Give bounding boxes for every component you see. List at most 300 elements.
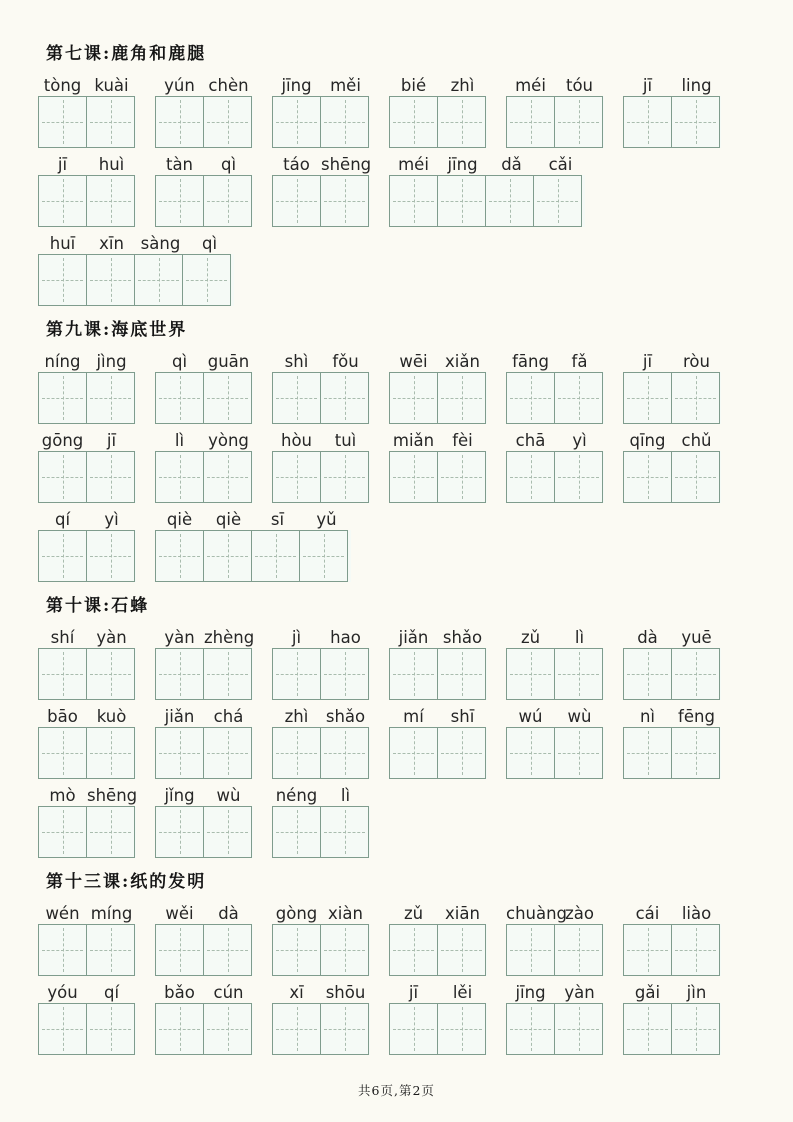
pinyin-row [155, 430, 253, 450]
pinyin-syllable: wù [567, 707, 592, 726]
word-row [38, 509, 793, 582]
pinyin-syllable: qì [201, 234, 218, 253]
writing-cell [623, 924, 672, 976]
writing-cell [623, 1003, 672, 1055]
pinyin-syllable: cún [213, 983, 244, 1002]
writing-cell [320, 96, 369, 148]
pinyin-row [389, 430, 487, 450]
pinyin-syllable: jī [408, 983, 419, 1002]
writing-grid [389, 175, 585, 227]
pinyin-row [623, 430, 721, 450]
writing-cell [86, 175, 135, 227]
pinyin-syllable: qí [103, 983, 120, 1002]
writing-cell [506, 372, 555, 424]
pinyin-syllable: shí [50, 628, 75, 647]
writing-cell [86, 254, 135, 306]
writing-cell [320, 175, 369, 227]
pinyin-syllable: shōu [325, 983, 366, 1002]
pinyin-syllable: měi [330, 76, 361, 95]
pinyin-syllable: nì [639, 707, 656, 726]
word-group [623, 351, 721, 424]
writing-cell [155, 924, 204, 976]
writing-grid [38, 924, 136, 976]
pinyin-syllable: zhèng [204, 628, 255, 647]
writing-cell [38, 648, 87, 700]
sections-container [38, 44, 793, 1055]
writing-cell [203, 1003, 252, 1055]
writing-grid [623, 727, 721, 779]
writing-cell [38, 806, 87, 858]
pinyin-syllable: qí [54, 510, 71, 529]
writing-cell [554, 1003, 603, 1055]
writing-cell [272, 924, 321, 976]
pinyin-row [623, 982, 721, 1002]
writing-cell [182, 254, 231, 306]
writing-cell [86, 372, 135, 424]
word-group [272, 903, 370, 976]
writing-grid [623, 96, 721, 148]
writing-cell [506, 451, 555, 503]
writing-cell [389, 1003, 438, 1055]
writing-cell [437, 372, 486, 424]
pinyin-row [389, 982, 487, 1002]
pinyin-syllable: gòng [275, 904, 318, 923]
pinyin-syllable: yàn [564, 983, 595, 1002]
pinyin-syllable: tóu [565, 76, 594, 95]
word-group [38, 627, 136, 700]
writing-grid [623, 451, 721, 503]
pinyin-syllable: liào [681, 904, 712, 923]
writing-cell [272, 806, 321, 858]
writing-grid [389, 451, 487, 503]
pinyin-row [506, 351, 604, 371]
pinyin-row [38, 982, 136, 1002]
writing-grid [389, 1003, 487, 1055]
writing-cell [203, 96, 252, 148]
writing-cell [155, 648, 204, 700]
writing-grid [272, 372, 370, 424]
writing-cell [134, 254, 183, 306]
pinyin-row [38, 706, 136, 726]
pinyin-syllable: dà [218, 904, 239, 923]
pinyin-row [623, 75, 721, 95]
pinyin-syllable: qì [220, 155, 237, 174]
writing-cell [203, 175, 252, 227]
pinyin-syllable: yuē [681, 628, 712, 647]
writing-cell [554, 727, 603, 779]
writing-cell [272, 1003, 321, 1055]
pinyin-syllable: miǎn [392, 431, 435, 450]
pinyin-syllable: bǎo [164, 983, 195, 1002]
writing-cell [203, 727, 252, 779]
writing-cell [38, 96, 87, 148]
word-group [506, 982, 604, 1055]
writing-cell [671, 727, 720, 779]
pinyin-syllable: yì [572, 431, 587, 450]
pinyin-syllable: fāng [512, 352, 549, 371]
pinyin-syllable: shì [284, 352, 309, 371]
pinyin-syllable: kuài [94, 76, 129, 95]
writing-cell [554, 648, 603, 700]
word-group [623, 627, 721, 700]
pinyin-syllable: xiān [445, 904, 480, 923]
writing-grid [38, 727, 136, 779]
word-row [38, 903, 793, 976]
pinyin-syllable: jīng [281, 76, 312, 95]
writing-cell [86, 648, 135, 700]
pinyin-row [155, 75, 253, 95]
word-group [155, 903, 253, 976]
writing-cell [203, 530, 252, 582]
pinyin-syllable: guān [207, 352, 250, 371]
writing-grid [389, 648, 487, 700]
writing-cell [506, 1003, 555, 1055]
pinyin-syllable: lì [340, 786, 351, 805]
pinyin-syllable: tàn [165, 155, 194, 174]
pinyin-syllable: xīn [99, 234, 124, 253]
pinyin-syllable: fǎ [571, 352, 588, 371]
pinyin-syllable: míng [90, 904, 133, 923]
pinyin-syllable: chèn [208, 76, 249, 95]
writing-cell [671, 924, 720, 976]
writing-grid [155, 924, 253, 976]
word-group [38, 351, 136, 424]
writing-cell [671, 451, 720, 503]
pinyin-row [272, 903, 370, 923]
pinyin-syllable: wén [45, 904, 80, 923]
pinyin-syllable: tòng [43, 76, 82, 95]
writing-cell [485, 175, 534, 227]
pinyin-syllable: hòu [280, 431, 312, 450]
word-group [506, 706, 604, 779]
pinyin-row [155, 627, 253, 647]
writing-grid [272, 727, 370, 779]
word-row [38, 785, 793, 858]
pinyin-syllable: jìn [686, 983, 707, 1002]
word-group [389, 430, 487, 503]
writing-cell [272, 727, 321, 779]
word-group [38, 785, 136, 858]
pinyin-syllable: zào [565, 904, 594, 923]
pinyin-syllable: lěi [452, 983, 473, 1002]
pinyin-syllable: lì [574, 628, 585, 647]
writing-cell [203, 372, 252, 424]
word-row [38, 982, 793, 1055]
writing-grid [506, 727, 604, 779]
pinyin-row [506, 982, 604, 1002]
pinyin-syllable: ròu [683, 352, 710, 371]
pinyin-row [272, 430, 370, 450]
writing-cell [437, 924, 486, 976]
writing-cell [554, 96, 603, 148]
pinyin-syllable: wú [518, 707, 543, 726]
pinyin-syllable: sàng [140, 234, 181, 253]
writing-cell [155, 96, 204, 148]
writing-cell [623, 372, 672, 424]
writing-grid [506, 1003, 604, 1055]
pinyin-syllable: xī [289, 983, 304, 1002]
word-group [38, 154, 136, 227]
pinyin-syllable: mò [49, 786, 76, 805]
word-group [272, 982, 370, 1055]
writing-cell [389, 451, 438, 503]
pinyin-row [155, 154, 253, 174]
writing-grid [272, 175, 370, 227]
word-group [389, 75, 487, 148]
writing-cell [389, 175, 438, 227]
lesson-section [38, 320, 793, 582]
pinyin-row [389, 706, 487, 726]
word-group [272, 351, 370, 424]
word-row [38, 706, 793, 779]
writing-cell [389, 372, 438, 424]
pinyin-syllable: jì [291, 628, 302, 647]
writing-grid [272, 806, 370, 858]
writing-cell [389, 648, 438, 700]
word-group [155, 706, 253, 779]
pinyin-syllable: chǔ [681, 431, 712, 450]
pinyin-syllable: jī [642, 76, 653, 95]
word-group [38, 233, 234, 306]
writing-grid [155, 806, 253, 858]
writing-grid [389, 924, 487, 976]
pinyin-syllable: hao [330, 628, 361, 647]
pinyin-row [38, 75, 136, 95]
pinyin-row [389, 627, 487, 647]
pinyin-syllable: méi [398, 155, 429, 174]
pinyin-syllable: zhì [284, 707, 309, 726]
pinyin-syllable: wēi [399, 352, 428, 371]
word-group [389, 154, 585, 227]
writing-cell [320, 372, 369, 424]
writing-cell [437, 96, 486, 148]
writing-grid [272, 451, 370, 503]
writing-grid [155, 372, 253, 424]
word-group [38, 430, 136, 503]
pinyin-row [389, 351, 487, 371]
writing-grid [623, 924, 721, 976]
word-group [272, 785, 370, 858]
writing-grid [155, 648, 253, 700]
writing-cell [38, 924, 87, 976]
writing-grid [272, 96, 370, 148]
pinyin-syllable: wěi [165, 904, 194, 923]
pinyin-row [38, 627, 136, 647]
pinyin-syllable: wù [216, 786, 241, 805]
writing-cell [671, 1003, 720, 1055]
pinyin-syllable: dà [637, 628, 658, 647]
pinyin-syllable: qiè [166, 510, 193, 529]
word-group [506, 903, 604, 976]
writing-grid [506, 96, 604, 148]
word-group [155, 982, 253, 1055]
pinyin-syllable: bāo [47, 707, 78, 726]
writing-grid [155, 96, 253, 148]
writing-cell [38, 451, 87, 503]
writing-grid [506, 648, 604, 700]
writing-grid [506, 451, 604, 503]
writing-cell [671, 648, 720, 700]
pinyin-row [272, 351, 370, 371]
lesson-section [38, 872, 793, 1055]
pinyin-row [155, 351, 253, 371]
writing-grid [389, 727, 487, 779]
writing-cell [86, 806, 135, 858]
writing-cell [554, 924, 603, 976]
word-group [155, 509, 351, 582]
section-title: 第九课:海底世界 [46, 320, 188, 340]
word-row [38, 75, 793, 148]
writing-cell [38, 254, 87, 306]
writing-grid [623, 648, 721, 700]
word-group [155, 351, 253, 424]
word-group [38, 75, 136, 148]
writing-cell [623, 96, 672, 148]
word-group [272, 154, 370, 227]
writing-cell [320, 1003, 369, 1055]
writing-cell [203, 648, 252, 700]
writing-cell [320, 648, 369, 700]
word-group [506, 430, 604, 503]
pinyin-syllable: sī [270, 510, 285, 529]
pinyin-syllable: zhì [450, 76, 475, 95]
pinyin-row [155, 982, 253, 1002]
pinyin-row [272, 75, 370, 95]
pinyin-syllable: kuò [96, 707, 127, 726]
pinyin-syllable: jìng [96, 352, 127, 371]
section-title: 第七课:鹿角和鹿腿 [46, 44, 207, 64]
pinyin-row [389, 75, 487, 95]
word-group [155, 75, 253, 148]
word-row [38, 154, 793, 227]
word-group [38, 903, 136, 976]
writing-grid [155, 727, 253, 779]
word-group [389, 706, 487, 779]
pinyin-row [155, 785, 253, 805]
writing-cell [506, 727, 555, 779]
writing-cell [38, 372, 87, 424]
writing-cell [251, 530, 300, 582]
writing-cell [437, 648, 486, 700]
writing-grid [38, 806, 136, 858]
writing-cell [86, 96, 135, 148]
pinyin-syllable: chuàng [506, 904, 568, 923]
writing-cell [38, 530, 87, 582]
writing-grid [38, 648, 136, 700]
pinyin-syllable: lì [174, 431, 185, 450]
word-group [506, 351, 604, 424]
pinyin-syllable: méi [515, 76, 546, 95]
writing-cell [86, 727, 135, 779]
word-group [506, 627, 604, 700]
writing-grid [155, 1003, 253, 1055]
pinyin-syllable: shēng [87, 786, 138, 805]
pinyin-syllable: yǔ [316, 510, 337, 529]
section-title: 第十三课:纸的发明 [46, 872, 207, 892]
writing-cell [623, 648, 672, 700]
word-group [155, 430, 253, 503]
writing-cell [155, 451, 204, 503]
writing-cell [155, 530, 204, 582]
writing-cell [671, 372, 720, 424]
pinyin-row [38, 154, 136, 174]
pinyin-syllable: yún [164, 76, 195, 95]
page-footer: 共6页,第2页 [358, 1083, 435, 1098]
pinyin-syllable: cǎi [548, 155, 573, 174]
writing-cell [155, 372, 204, 424]
pinyin-syllable: jīng [515, 983, 546, 1002]
writing-grid [506, 924, 604, 976]
pinyin-syllable: yóu [47, 983, 78, 1002]
writing-cell [155, 175, 204, 227]
pinyin-row [506, 903, 604, 923]
pinyin-row [389, 903, 487, 923]
pinyin-syllable: gōng [41, 431, 84, 450]
writing-grid [272, 924, 370, 976]
word-group [389, 982, 487, 1055]
pinyin-row [38, 430, 136, 450]
word-group [272, 706, 370, 779]
pinyin-syllable: jiǎn [398, 628, 429, 647]
writing-grid [155, 530, 351, 582]
word-group [155, 154, 253, 227]
pinyin-syllable: yàn [164, 628, 195, 647]
pinyin-syllable: zǔ [403, 904, 424, 923]
writing-cell [155, 806, 204, 858]
pinyin-syllable: qiè [215, 510, 242, 529]
pinyin-syllable: jǐng [164, 786, 195, 805]
writing-cell [38, 727, 87, 779]
pinyin-row [155, 903, 253, 923]
writing-grid [506, 372, 604, 424]
writing-cell [623, 727, 672, 779]
writing-cell [320, 727, 369, 779]
writing-cell [389, 924, 438, 976]
pinyin-syllable: ling [681, 76, 712, 95]
pinyin-syllable: fǒu [332, 352, 359, 371]
writing-grid [38, 372, 136, 424]
pinyin-syllable: yì [104, 510, 119, 529]
word-group [623, 430, 721, 503]
writing-grid [389, 372, 487, 424]
pinyin-row [38, 903, 136, 923]
word-row [38, 627, 793, 700]
writing-cell [320, 451, 369, 503]
lesson-section [38, 596, 793, 858]
writing-cell [671, 96, 720, 148]
pinyin-syllable: huī [49, 234, 76, 253]
pinyin-row [38, 351, 136, 371]
pinyin-row [272, 982, 370, 1002]
writing-cell [272, 96, 321, 148]
writing-cell [554, 451, 603, 503]
writing-grid [272, 1003, 370, 1055]
pinyin-syllable: mí [403, 707, 424, 726]
pinyin-row [506, 627, 604, 647]
writing-cell [38, 1003, 87, 1055]
word-group [38, 982, 136, 1055]
word-row [38, 430, 793, 503]
writing-cell [272, 372, 321, 424]
pinyin-syllable: fèi [452, 431, 473, 450]
writing-cell [506, 96, 555, 148]
pinyin-syllable: gǎi [634, 983, 661, 1002]
pinyin-syllable: xiàn [328, 904, 363, 923]
pinyin-row [38, 509, 136, 529]
writing-cell [506, 648, 555, 700]
pinyin-syllable: shī [450, 707, 475, 726]
pinyin-syllable: tuì [334, 431, 357, 450]
